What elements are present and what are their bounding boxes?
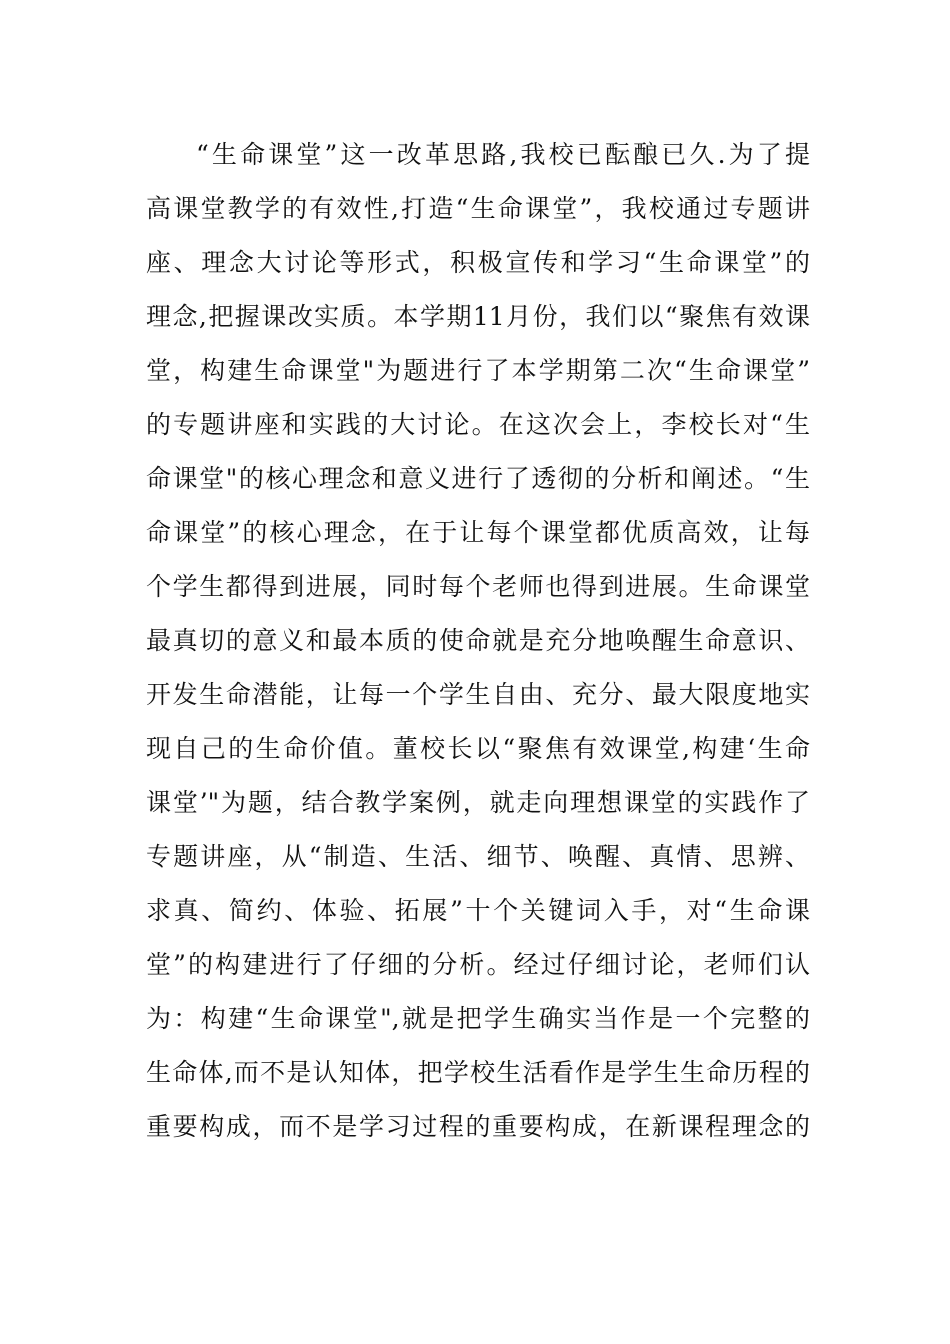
text-line-16: 堂”的构建进行了仔细的分析。经过仔细讨论，老师们认 bbox=[146, 950, 810, 979]
text-line-9: 个学生都得到进展，同时每个老师也得到进展。生命课堂 bbox=[146, 572, 810, 601]
text-line-18: 生命体,而不是认知体，把学校生活看作是学生生命历程的 bbox=[146, 1058, 810, 1087]
text-line-4: 理念,把握课改实质。本学期11月份，我们以“聚焦有效课 bbox=[146, 302, 810, 331]
text-line-12: 现自己的生命价值。董校长以“聚焦有效课堂,构建‘生命 bbox=[146, 734, 810, 763]
text-line-6: 的专题讲座和实践的大讨论。在这次会上，李校长对“生 bbox=[146, 410, 810, 439]
text-line-17: 为：构建“生命课堂",就是把学生确实当作是一个完整的 bbox=[146, 1004, 810, 1033]
text-line-1: “生命课堂”这一改革思路,我校已酝酿已久.为了提 bbox=[196, 140, 810, 169]
text-line-15: 求真、简约、体验、拓展”十个关键词入手，对“生命课 bbox=[146, 896, 810, 925]
text-line-13: 课堂’"为题，结合教学案例，就走向理想课堂的实践作了 bbox=[146, 788, 810, 817]
text-line-3: 座、理念大讨论等形式，积极宣传和学习“生命课堂”的 bbox=[146, 248, 810, 277]
text-line-5: 堂，构建生命课堂"为题进行了本学期第二次“生命课堂” bbox=[146, 356, 810, 385]
body-paragraph bbox=[146, 128, 810, 1154]
text-line-7: 命课堂"的核心理念和意义进行了透彻的分析和阐述。“生 bbox=[146, 464, 810, 493]
text-line-10: 最真切的意义和最本质的使命就是充分地唤醒生命意识、 bbox=[146, 626, 810, 655]
text-line-2: 高课堂教学的有效性,打造“生命课堂”，我校通过专题讲 bbox=[146, 194, 810, 223]
text-line-19: 重要构成，而不是学习过程的重要构成，在新课程理念的 bbox=[146, 1112, 810, 1141]
text-line-8: 命课堂”的核心理念，在于让每个课堂都优质高效，让每 bbox=[146, 518, 810, 547]
text-line-11: 开发生命潜能，让每一个学生自由、充分、最大限度地实 bbox=[146, 680, 810, 709]
text-line-14: 专题讲座，从“制造、生活、细节、唤醒、真情、思辨、 bbox=[146, 842, 810, 871]
